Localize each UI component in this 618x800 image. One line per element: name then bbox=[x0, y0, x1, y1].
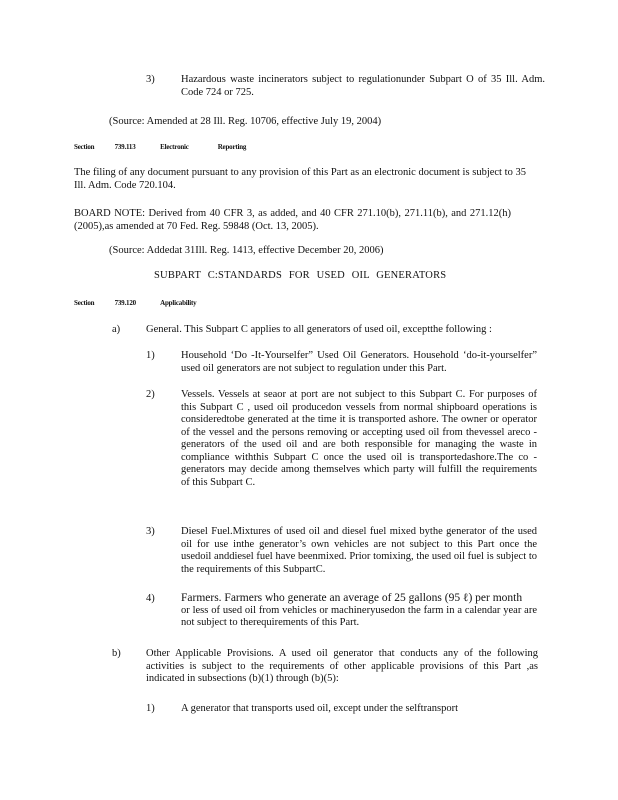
paragraph: The filing of any document pursuant to any provision of this Part as an electronic document is subject to 35 Ill. Adm. Code 720.104. bbox=[74, 167, 526, 191]
section-number: 739.120 bbox=[114, 299, 136, 307]
list-label: 2) bbox=[146, 389, 155, 400]
paragraph: A generator that transports used oil, except under the selftransport bbox=[181, 703, 458, 714]
list-label: 3) bbox=[146, 74, 155, 85]
paragraph: Vessels. Vessels at seaor at port are not subject to this Subpart C. For purposes of this Subpart C , used oil producedon vessels from normal shipboard operations is consideredtobe generated at the time it is transported ashore. The owner or operator of the vessel and the persons removing or accepting used oil from thevessel areco - generators of the used oil and are both responsible for managing the waste in compliance withthis Subpart C once the used oil is transportedashore.The co - generators may decide among themselves which party will fulfill the requirements of this Subpart C. bbox=[181, 389, 537, 488]
source-note: (Source: Amended at 28 Ill. Reg. 10706, effective July 19, 2004) bbox=[109, 116, 382, 127]
list-label: 3) bbox=[146, 526, 155, 537]
paragraph: Hazardous waste incinerators subject to regulationunder Subpart O of 35 Ill. Adm. Code 724 or 725. bbox=[181, 74, 545, 98]
section-number: 739.113 bbox=[114, 143, 136, 151]
section-label: Section bbox=[74, 143, 95, 151]
source-note: (Source: Addedat 31Ill. Reg. 1413, effective December 20, 2006) bbox=[109, 245, 384, 256]
section-title: Applicability bbox=[160, 299, 197, 307]
section-title-2: Reporting bbox=[217, 143, 247, 151]
subpart-heading: SUBPART C:STANDARDS FOR USED OIL GENERATORS bbox=[154, 270, 447, 281]
section-heading bbox=[74, 143, 246, 151]
list-label: 4) bbox=[146, 593, 155, 604]
section-heading bbox=[74, 299, 196, 307]
list-label: 1) bbox=[146, 350, 155, 361]
paragraph: Diesel Fuel.Mixtures of used oil and diesel fuel mixed bythe generator of the used oil for use inthe generator’s own vehicles are not subject to this Part once the usedoil anddiesel fuel have beenmixed. Prior tomixing, the used oil fuel is subject to the requirements of this SubpartC. bbox=[181, 526, 537, 575]
board-note: BOARD NOTE: Derived from 40 CFR 3, as added, and 40 CFR 271.10(b), 271.11(b), and 271.12(h) (2005),as amended at 70 Fed. Reg. 59848 (Oct. 13, 2005). bbox=[74, 208, 511, 232]
paragraph: Other Applicable Provisions. A used oil generator that conducts any of the following activities is subject to the requirements of other applicable provisions of this Part ,as indicated in subsections (b)(1) through (b)(5): bbox=[146, 648, 538, 684]
farmers-text: or less of used oil from vehicles or machineryusedon the farm in a calendar year are not subject to therequirements of this Part. bbox=[181, 604, 537, 628]
section-label: Section bbox=[74, 299, 95, 307]
farmers-lead: Farmers. Farmers who generate an average of 25 gallons (95 ℓ) per month bbox=[181, 592, 523, 604]
section-title: Electronic bbox=[160, 143, 189, 151]
list-label: 1) bbox=[146, 703, 155, 714]
list-label: a) bbox=[112, 324, 121, 335]
list-label: b) bbox=[112, 648, 121, 659]
paragraph bbox=[181, 592, 537, 630]
paragraph: General. This Subpart C applies to all generators of used oil, exceptthe following : bbox=[146, 324, 492, 335]
paragraph: Household ‘Do -It-Yourselfer” Used Oil Generators. Household ‘do-it-yourselfer” used oil generators are not subject to regulation under this Part. bbox=[181, 350, 537, 374]
